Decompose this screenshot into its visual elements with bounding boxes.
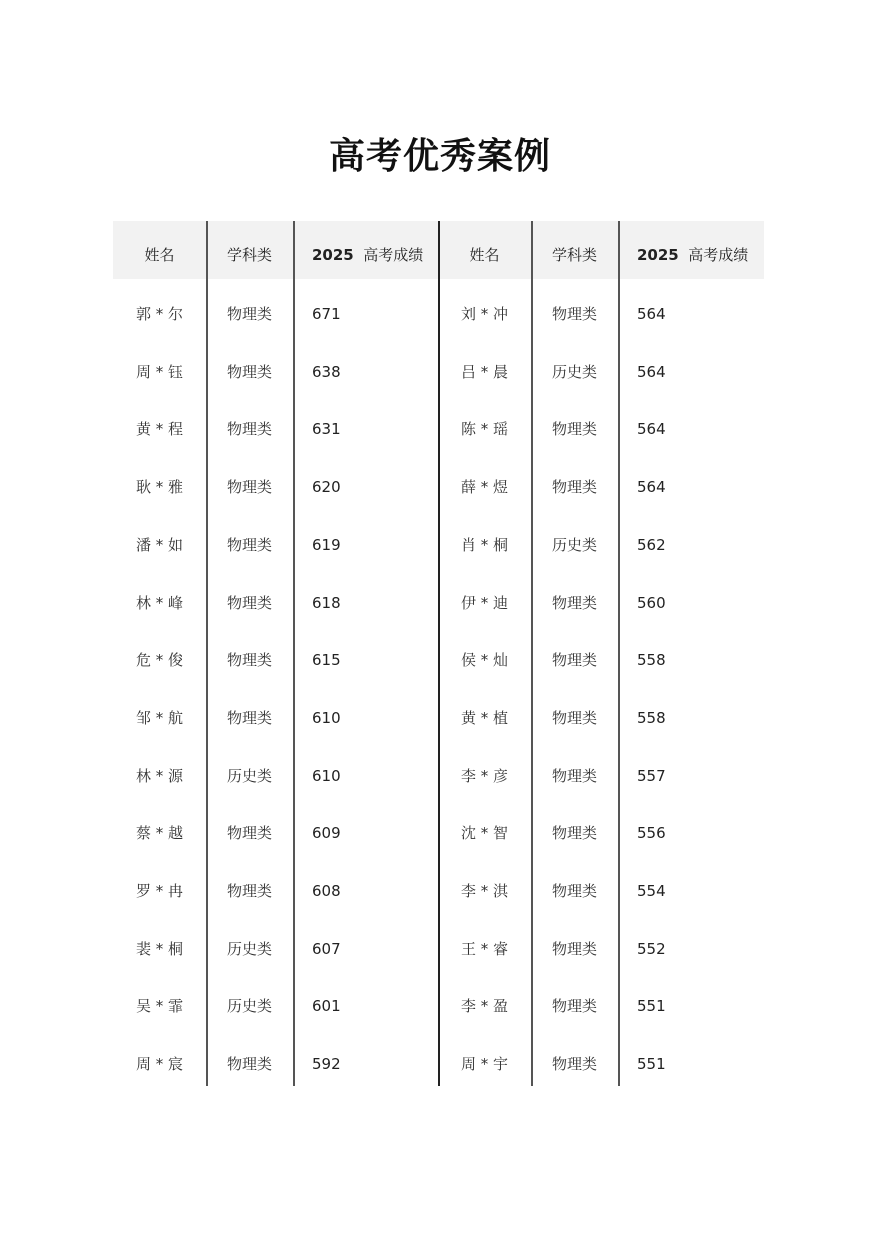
student-name: 黄 * 植 — [460, 708, 509, 727]
subject-category: 物理类 — [226, 362, 272, 381]
subject-category: 物理类 — [226, 708, 272, 727]
exam-score: 558 — [637, 651, 666, 670]
subject-category: 物理类 — [551, 939, 597, 958]
exam-score: 610 — [312, 708, 341, 727]
exam-score: 564 — [637, 478, 666, 497]
subject-category: 物理类 — [226, 420, 272, 439]
exam-score: 557 — [637, 766, 666, 785]
page-title: 高考优秀案例 — [328, 135, 551, 177]
table-row — [113, 996, 764, 1054]
header-score-year: 2025 — [312, 246, 354, 264]
student-name: 罗 * 冉 — [135, 882, 184, 900]
subject-category: 物理类 — [551, 478, 597, 497]
student-name: 邹 * 航 — [135, 708, 184, 727]
student-name: 周 * 宇 — [460, 1055, 509, 1074]
table-row — [113, 766, 764, 824]
student-name: 肖 * 桐 — [460, 535, 509, 554]
student-name: 危 * 俊 — [135, 651, 184, 670]
header-score-right — [637, 245, 748, 265]
subject-category: 物理类 — [226, 824, 272, 843]
student-name: 陈 * 瑶 — [460, 420, 509, 439]
table-row — [113, 362, 764, 420]
subject-category: 物理类 — [551, 651, 597, 670]
subject-category: 历史类 — [226, 939, 272, 958]
table-row — [113, 304, 764, 362]
table-row — [113, 593, 764, 651]
student-name: 李 * 淇 — [460, 882, 509, 900]
subject-category: 物理类 — [226, 535, 272, 554]
exam-score: 552 — [637, 939, 666, 958]
student-name: 蔡 * 越 — [135, 824, 184, 843]
student-name: 王 * 睿 — [460, 939, 509, 958]
exam-score: 556 — [637, 824, 666, 843]
exam-score: 551 — [637, 1055, 666, 1074]
header-score-left — [312, 245, 423, 265]
subject-category: 物理类 — [551, 420, 597, 439]
student-name: 伊 * 迪 — [460, 593, 509, 612]
header-name-left: 姓名 — [144, 246, 175, 264]
exam-score: 592 — [312, 1055, 341, 1074]
student-name: 周 * 钰 — [135, 362, 184, 381]
subject-category: 物理类 — [551, 708, 597, 727]
exam-score: 671 — [312, 305, 341, 323]
table-row — [113, 477, 764, 535]
exam-score: 609 — [312, 824, 341, 843]
subject-category: 物理类 — [551, 305, 597, 323]
subject-category: 物理类 — [551, 1055, 597, 1074]
exam-score: 619 — [312, 535, 341, 554]
table-row — [113, 650, 764, 708]
table-row — [113, 823, 764, 881]
table-row — [113, 419, 764, 477]
student-name: 李 * 盈 — [460, 997, 509, 1016]
subject-category: 物理类 — [226, 305, 272, 323]
student-name: 侯 * 灿 — [460, 651, 509, 670]
exam-score: 564 — [637, 420, 666, 439]
header-subject-left: 学科类 — [226, 246, 272, 264]
table-row — [113, 881, 764, 939]
exam-score: 615 — [312, 651, 341, 670]
exam-score: 562 — [637, 535, 666, 554]
exam-score: 551 — [637, 997, 666, 1016]
subject-category: 物理类 — [551, 824, 597, 843]
header-name-right: 姓名 — [469, 246, 500, 264]
student-name: 周 * 宸 — [135, 1055, 184, 1074]
table-row — [113, 939, 764, 997]
subject-category: 物理类 — [226, 478, 272, 497]
table-row — [113, 535, 764, 593]
subject-category: 物理类 — [226, 882, 272, 900]
subject-category: 物理类 — [551, 593, 597, 612]
subject-category: 物理类 — [226, 651, 272, 670]
student-name: 林 * 峰 — [135, 593, 184, 612]
subject-category: 历史类 — [551, 362, 597, 381]
table-row — [113, 708, 764, 766]
student-name: 裴 * 桐 — [135, 939, 184, 958]
student-name: 刘 * 冲 — [460, 305, 509, 323]
exam-score: 610 — [312, 766, 341, 785]
exam-score: 554 — [637, 882, 666, 900]
table-row — [113, 1054, 764, 1112]
exam-score: 620 — [312, 478, 341, 497]
exam-score: 631 — [312, 420, 341, 439]
student-name: 吴 * 霏 — [135, 997, 184, 1016]
subject-category: 物理类 — [226, 593, 272, 612]
exam-score: 608 — [312, 882, 341, 900]
exam-score: 607 — [312, 939, 341, 958]
subject-category: 历史类 — [551, 535, 597, 554]
header-subject-right: 学科类 — [551, 246, 597, 264]
student-name: 李 * 彦 — [460, 766, 509, 785]
student-name: 郭 * 尔 — [135, 305, 184, 323]
student-name: 黄 * 程 — [135, 420, 184, 439]
student-name: 吕 * 晨 — [460, 362, 509, 381]
exam-score: 638 — [312, 362, 341, 381]
exam-score: 558 — [637, 708, 666, 727]
exam-score: 601 — [312, 997, 341, 1016]
student-name: 耿 * 雅 — [135, 478, 184, 497]
subject-category: 物理类 — [551, 882, 597, 900]
student-name: 薛 * 煜 — [460, 478, 509, 497]
student-name: 林 * 源 — [135, 766, 184, 785]
subject-category: 历史类 — [226, 997, 272, 1016]
student-name: 潘 * 如 — [135, 535, 184, 554]
exam-score: 564 — [637, 305, 666, 323]
subject-category: 历史类 — [226, 766, 272, 785]
subject-category: 物理类 — [551, 766, 597, 785]
header-score-label: 高考成绩 — [688, 246, 749, 264]
exam-score: 618 — [312, 593, 341, 612]
exam-score: 564 — [637, 362, 666, 381]
student-name: 沈 * 智 — [460, 824, 509, 843]
header-score-year: 2025 — [637, 246, 679, 264]
exam-score: 560 — [637, 593, 666, 612]
subject-category: 物理类 — [226, 1055, 272, 1074]
header-score-label: 高考成绩 — [363, 246, 424, 264]
subject-category: 物理类 — [551, 997, 597, 1016]
